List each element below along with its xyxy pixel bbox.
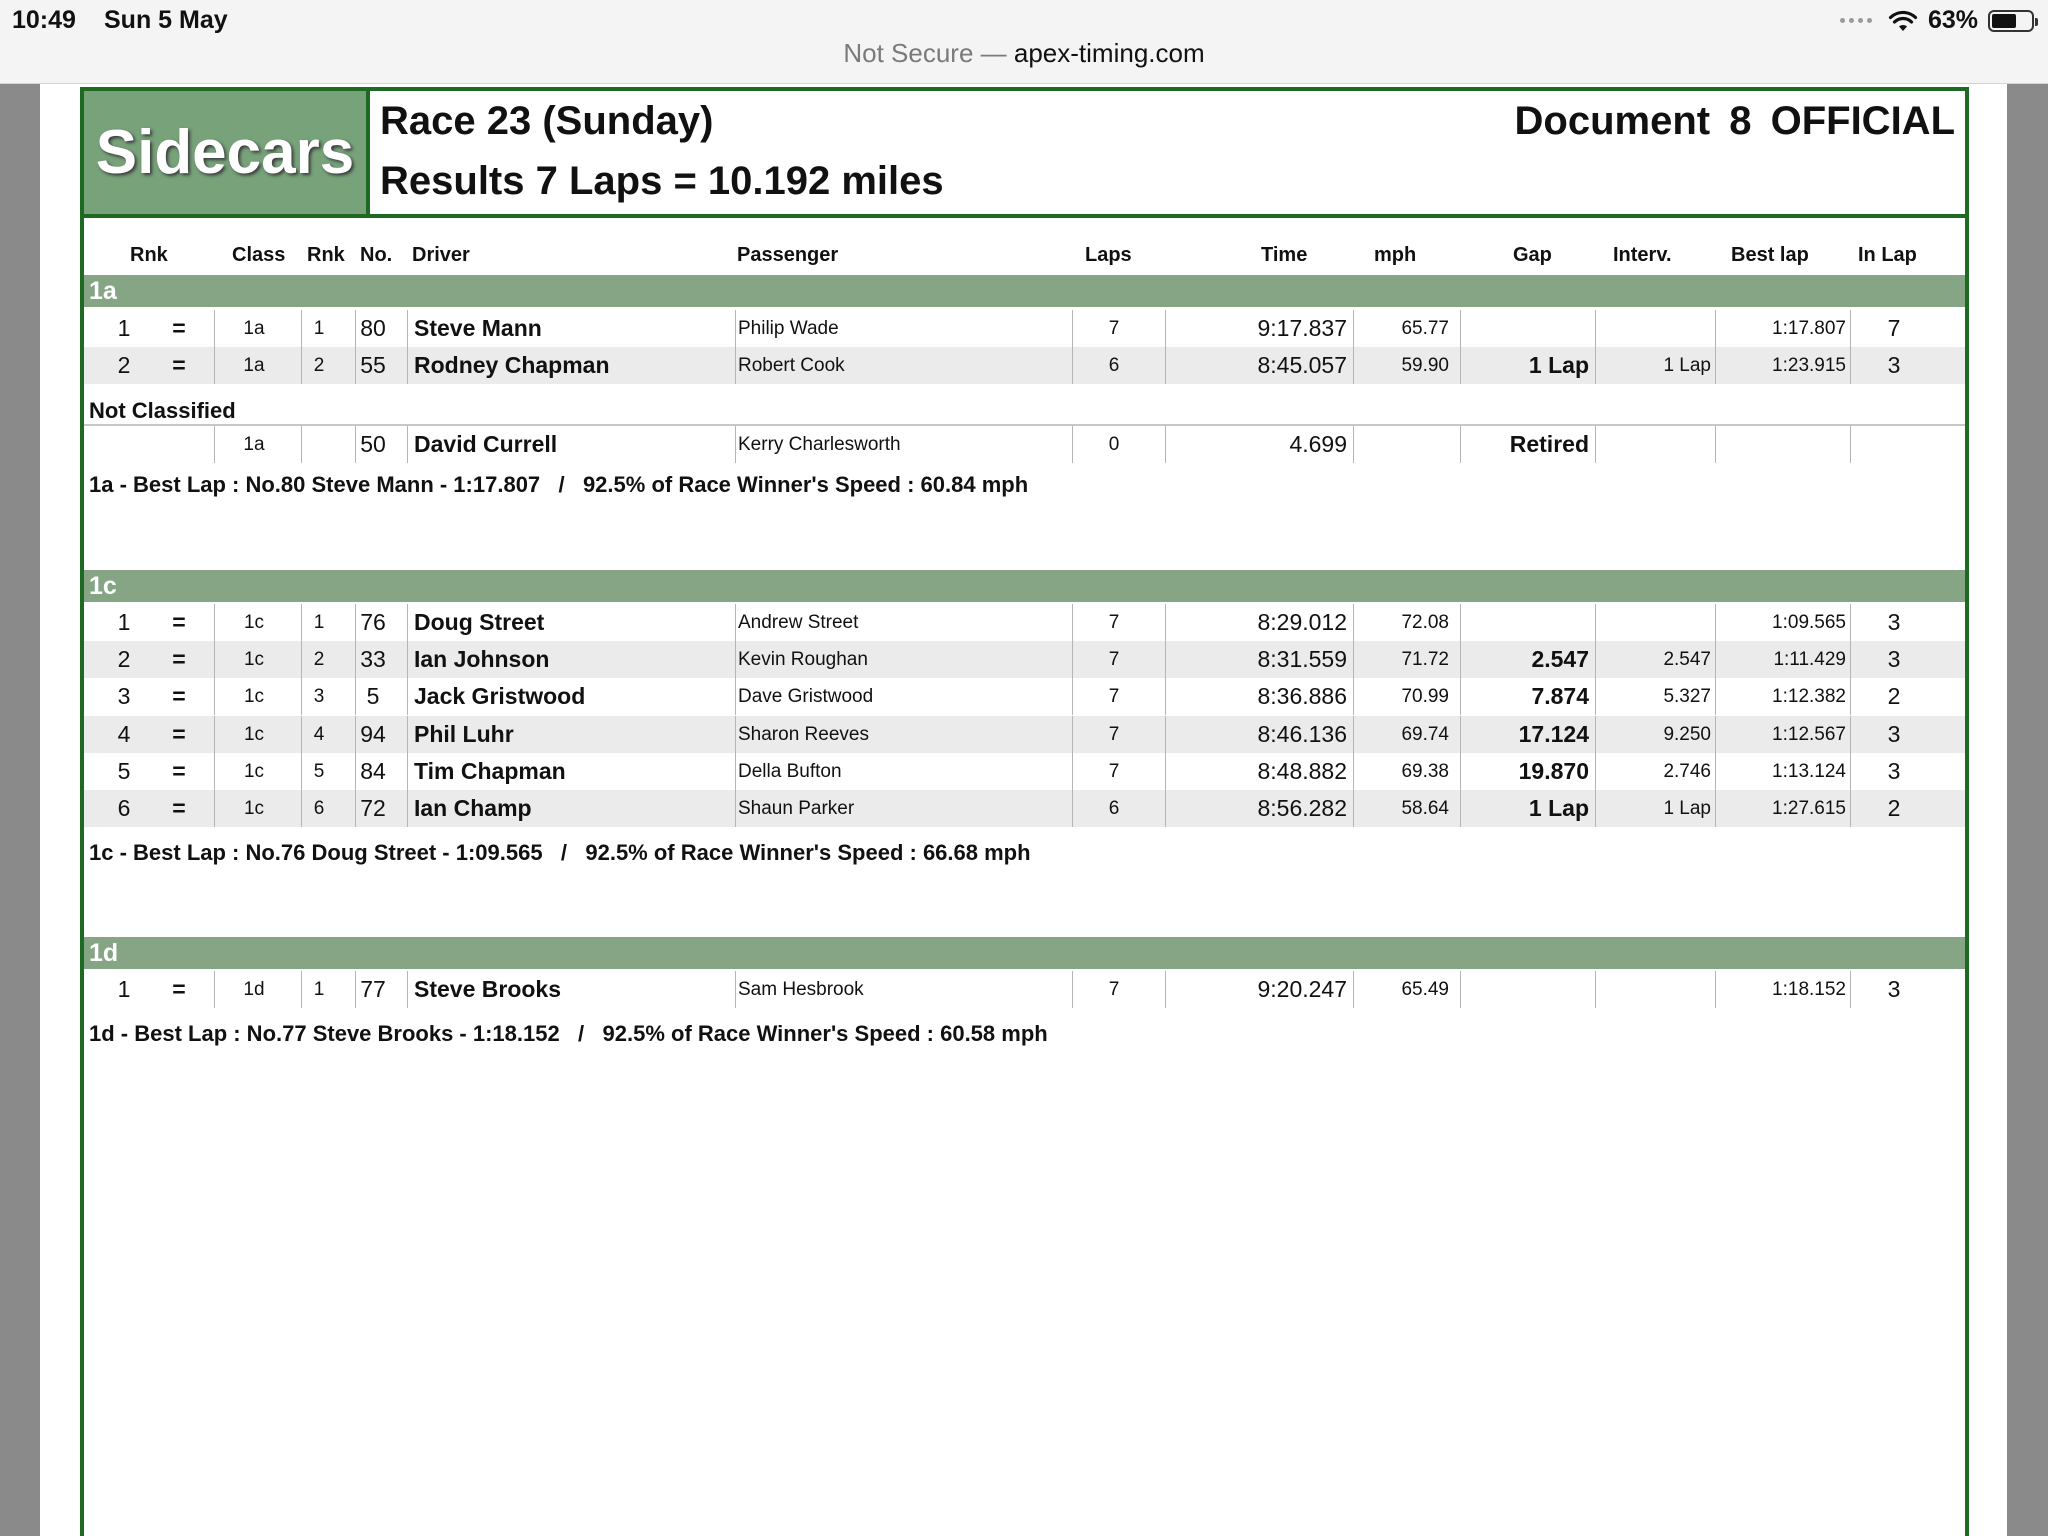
result-row: [84, 604, 1965, 641]
best-lap-cell: 1:23.915: [1772, 355, 1846, 376]
column-separator: [1850, 641, 1851, 678]
category-header-1c: 1c: [84, 570, 1965, 602]
position-change-cell: [159, 426, 199, 463]
logo-text: Sidecars: [95, 118, 355, 187]
column-separator: [1595, 971, 1596, 1008]
in-lap-cell: 7: [1887, 315, 1901, 341]
speed-mph-cell: 70.99: [1401, 686, 1449, 708]
column-separator: [407, 971, 408, 1008]
car-number-cell: 72: [360, 795, 386, 821]
column-separator: [214, 604, 215, 641]
col-header-time: Time: [1261, 244, 1308, 266]
column-separator: [1595, 678, 1596, 715]
gap-cell: 17.124: [1518, 720, 1589, 747]
interval-cell: 9.250: [1663, 723, 1711, 745]
col-header-driver: Driver: [412, 244, 470, 266]
column-separator: [407, 426, 408, 463]
summary-1a: 1a - Best Lap : No.80 Steve Mann - 1:17.807 / 92.5% of Race Winner's Speed : 60.84 mph: [89, 472, 1029, 497]
column-separator: [1850, 426, 1851, 463]
class-cell: 1c: [243, 612, 265, 633]
column-separator: [1850, 753, 1851, 790]
class-cell: 1c: [243, 798, 265, 819]
speed-mph-cell: 69.38: [1401, 760, 1449, 782]
col-header-rnk: Rnk: [130, 244, 168, 266]
overall-rank-cell: [104, 426, 144, 463]
battery-icon: [1988, 10, 2034, 32]
column-separator: [1715, 641, 1716, 678]
position-change-cell: =: [172, 315, 186, 341]
driver-name-cell: Jack Gristwood: [414, 683, 586, 710]
column-separator: [1850, 678, 1851, 715]
column-separator: [1072, 971, 1073, 1008]
interval-cell: [1599, 310, 1711, 347]
interval-cell: 2.547: [1663, 649, 1711, 671]
col-header-class: Class: [232, 244, 286, 266]
race-time-cell: 4.699: [1289, 431, 1347, 457]
column-separator: [214, 678, 215, 715]
column-separator: [407, 604, 408, 641]
race-time-cell: 9:17.837: [1257, 315, 1347, 341]
column-separator: [735, 790, 736, 827]
result-row: [84, 790, 1965, 827]
speed-mph-cell: [1354, 426, 1449, 463]
col-header-laps: Laps: [1085, 244, 1132, 266]
laps-cell: 7: [1108, 760, 1120, 782]
col-header-interval: Interv.: [1613, 244, 1672, 266]
laps-cell: 7: [1108, 318, 1120, 339]
in-lap-cell: 3: [1887, 757, 1901, 784]
class-rank-cell: 5: [313, 760, 325, 782]
in-lap-cell: 3: [1887, 609, 1901, 635]
column-separator: [1165, 678, 1166, 715]
race-time-cell: 8:36.886: [1257, 683, 1347, 710]
passenger-name-cell: Della Bufton: [738, 760, 842, 782]
car-number-cell: 55: [360, 352, 386, 378]
column-separator: [735, 971, 736, 1008]
column-separator: [1165, 716, 1166, 753]
overall-rank-cell: 5: [117, 757, 131, 784]
column-separator: [1165, 604, 1166, 641]
best-lap-cell: 1:13.124: [1772, 760, 1846, 782]
speed-mph-cell: 65.49: [1401, 979, 1449, 1000]
column-separator: [1715, 426, 1716, 463]
not-classified-heading: Not Classified: [89, 398, 236, 423]
car-number-cell: 5: [366, 683, 380, 710]
in-lap-cell: 2: [1887, 683, 1901, 710]
sidecars-logo: [84, 91, 370, 214]
class-rank-cell: 6: [313, 798, 325, 819]
column-separator: [1715, 971, 1716, 1008]
driver-name-cell: Doug Street: [414, 609, 545, 635]
car-number-cell: 80: [360, 315, 386, 341]
in-lap-cell: [1854, 426, 1934, 463]
column-separator: [214, 347, 215, 384]
col-header-gap: Gap: [1513, 244, 1552, 266]
column-separator: [735, 641, 736, 678]
summary-1c: 1c - Best Lap : No.76 Doug Street - 1:09.565 / 92.5% of Race Winner's Speed : 66.68 mph: [89, 840, 1031, 865]
laps-cell: 6: [1108, 798, 1120, 819]
overall-rank-cell: 2: [117, 646, 131, 673]
gap-cell: 1 Lap: [1528, 352, 1589, 378]
overall-rank-cell: 3: [117, 683, 131, 710]
driver-name-cell: Tim Chapman: [414, 757, 566, 784]
best-lap-cell: 1:12.382: [1772, 686, 1846, 708]
gap-cell: Retired: [1509, 431, 1589, 457]
column-separator: [735, 347, 736, 384]
column-separator: [214, 753, 215, 790]
status-time: 10:49: [12, 6, 76, 34]
passenger-name-cell: Shaun Parker: [738, 798, 855, 819]
race-time-cell: 8:45.057: [1257, 352, 1347, 378]
interval-cell: 1 Lap: [1663, 798, 1711, 819]
class-rank-cell: 1: [313, 979, 325, 1000]
column-separator: [1715, 753, 1716, 790]
laps-cell: 6: [1108, 355, 1120, 376]
overall-rank-cell: 6: [117, 795, 131, 821]
column-separator: [214, 641, 215, 678]
column-separator: [1595, 753, 1596, 790]
column-separator: [1165, 426, 1166, 463]
laps-cell: 7: [1108, 612, 1120, 633]
interval-cell: 2.746: [1663, 760, 1711, 782]
speed-mph-cell: 71.72: [1401, 649, 1449, 671]
best-lap-cell: [1719, 426, 1846, 463]
in-lap-cell: 3: [1887, 720, 1901, 747]
status-date: Sun 5 May: [104, 6, 228, 34]
column-separator: [1850, 604, 1851, 641]
column-separator: [1165, 347, 1166, 384]
in-lap-cell: 3: [1887, 352, 1901, 378]
gap-cell: [1459, 604, 1589, 641]
result-row: [84, 971, 1965, 1008]
category-header-1a: 1a: [84, 275, 1965, 307]
car-number-cell: 84: [360, 757, 386, 784]
speed-mph-cell: 65.77: [1401, 318, 1449, 339]
overall-rank-cell: 4: [117, 720, 131, 747]
class-cell: 1c: [243, 760, 265, 782]
overall-rank-cell: 2: [117, 352, 131, 378]
column-separator: [1072, 347, 1073, 384]
laps-cell: 7: [1108, 649, 1120, 671]
column-separator: [1715, 310, 1716, 347]
column-separator: [1595, 641, 1596, 678]
document-page: [40, 84, 2007, 1536]
column-separator: [214, 310, 215, 347]
column-separator: [1072, 678, 1073, 715]
class-cell: 1c: [243, 649, 265, 671]
column-separator: [1072, 790, 1073, 827]
race-time-cell: 8:29.012: [1257, 609, 1347, 635]
interval-cell: [1599, 604, 1711, 641]
column-separator: [1595, 347, 1596, 384]
class-cell: 1c: [243, 686, 265, 708]
col-header-class-rnk: Rnk: [307, 244, 345, 266]
driver-name-cell: Steve Brooks: [414, 976, 562, 1002]
class-rank-cell: 3: [313, 686, 325, 708]
race-time-cell: 8:31.559: [1257, 646, 1347, 673]
column-separator: [1850, 790, 1851, 827]
result-row: [84, 716, 1965, 753]
battery-percent: 63%: [1927, 6, 1978, 34]
class-rank-cell: 1: [313, 318, 325, 339]
gap-cell: 19.870: [1518, 757, 1589, 784]
column-separator: [1595, 426, 1596, 463]
column-separator: [1072, 641, 1073, 678]
in-lap-cell: 2: [1887, 795, 1901, 821]
class-rank-cell: 2: [313, 649, 325, 671]
column-separator: [1715, 604, 1716, 641]
laps-cell: 0: [1108, 434, 1120, 455]
class-rank-cell: 1: [313, 612, 325, 633]
column-separator: [1850, 716, 1851, 753]
column-separator: [1715, 716, 1716, 753]
driver-name-cell: Ian Johnson: [414, 646, 550, 673]
race-time-cell: 8:48.882: [1257, 757, 1347, 784]
driver-name-cell: Rodney Chapman: [414, 352, 610, 378]
column-separator: [407, 310, 408, 347]
car-number-cell: 77: [360, 976, 386, 1002]
not-classified-row: [84, 426, 1965, 463]
gap-cell: 2.547: [1531, 646, 1589, 673]
column-separator: [214, 716, 215, 753]
column-separator: [1165, 971, 1166, 1008]
race-time-cell: 8:46.136: [1257, 720, 1347, 747]
position-change-cell: =: [172, 757, 186, 784]
not-secure-label: Not Secure —: [843, 38, 1007, 68]
column-separator: [214, 971, 215, 1008]
in-lap-cell: 3: [1887, 646, 1901, 673]
overall-rank-cell: 1: [117, 976, 131, 1002]
speed-mph-cell: 59.90: [1401, 355, 1449, 376]
laps-cell: 7: [1108, 686, 1120, 708]
column-separator: [1850, 310, 1851, 347]
race-results-subtitle: Results 7 Laps = 10.192 miles: [380, 159, 944, 203]
passenger-name-cell: Philip Wade: [738, 318, 839, 339]
column-separator: [1072, 604, 1073, 641]
document-label: Document 8 OFFICIAL: [1514, 99, 1955, 143]
gap-cell: 7.874: [1531, 683, 1589, 710]
position-change-cell: =: [172, 720, 186, 747]
column-separator: [1165, 641, 1166, 678]
result-row: [84, 678, 1965, 715]
column-separator: [1165, 790, 1166, 827]
column-separator: [1595, 790, 1596, 827]
column-separator: [1715, 790, 1716, 827]
category-header-1d: 1d: [84, 937, 1965, 969]
passenger-name-cell: Sam Hesbrook: [738, 979, 864, 1000]
position-change-cell: =: [172, 646, 186, 673]
overall-rank-cell: 1: [117, 609, 131, 635]
best-lap-cell: 1:11.429: [1773, 649, 1846, 671]
car-number-cell: 50: [360, 431, 386, 457]
col-header-best-lap: Best lap: [1731, 244, 1809, 266]
column-separator: [1072, 753, 1073, 790]
column-separator: [1595, 310, 1596, 347]
class-cell: 1d: [243, 979, 265, 1000]
column-separator: [1715, 678, 1716, 715]
speed-mph-cell: 72.08: [1401, 612, 1449, 633]
interval-cell: 1 Lap: [1663, 355, 1711, 376]
results-frame: [80, 87, 1969, 1536]
best-lap-cell: 1:18.152: [1772, 979, 1846, 1000]
column-separator: [735, 426, 736, 463]
summary-1d: 1d - Best Lap : No.77 Steve Brooks - 1:18.152 / 92.5% of Race Winner's Speed : 60.58 mph: [89, 1021, 1048, 1046]
class-cell: 1c: [243, 723, 265, 745]
passenger-name-cell: Dave Gristwood: [738, 686, 874, 708]
column-separator: [1595, 716, 1596, 753]
result-row: [84, 753, 1965, 790]
class-rank-cell: 2: [313, 355, 325, 376]
signal-dots-icon: [1840, 18, 1872, 23]
column-separator: [735, 716, 736, 753]
column-separator: [407, 753, 408, 790]
class-rank-cell: [294, 426, 344, 463]
driver-name-cell: Ian Champ: [414, 795, 532, 821]
race-time-cell: 9:20.247: [1257, 976, 1347, 1002]
driver-name-cell: Phil Luhr: [414, 720, 514, 747]
column-separator: [1850, 347, 1851, 384]
car-number-cell: 94: [360, 720, 386, 747]
column-separator: [407, 716, 408, 753]
column-separator: [735, 604, 736, 641]
passenger-name-cell: Kerry Charlesworth: [738, 434, 901, 455]
column-separator: [1072, 310, 1073, 347]
driver-name-cell: Steve Mann: [414, 315, 542, 341]
result-row: [84, 347, 1965, 384]
column-separator: [1165, 310, 1166, 347]
best-lap-cell: 1:09.565: [1772, 612, 1846, 633]
result-row: [84, 310, 1965, 347]
results-header: [84, 91, 1965, 218]
column-separator: [1072, 426, 1073, 463]
speed-mph-cell: 69.74: [1401, 723, 1449, 745]
col-header-no: No.: [360, 244, 393, 266]
laps-cell: 7: [1108, 979, 1120, 1000]
status-indicators: [1840, 6, 2034, 35]
class-cell: 1a: [243, 318, 265, 339]
column-separator: [214, 426, 215, 463]
best-lap-cell: 1:27.615: [1772, 798, 1846, 819]
column-separator: [214, 790, 215, 827]
col-header-mph: mph: [1374, 244, 1417, 266]
class-cell: 1a: [243, 434, 265, 455]
column-separator: [735, 753, 736, 790]
laps-cell: 7: [1108, 723, 1120, 745]
gap-cell: 1 Lap: [1528, 795, 1589, 821]
position-change-cell: =: [172, 352, 186, 378]
column-separator: [1595, 604, 1596, 641]
column-separator: [1715, 347, 1716, 384]
passenger-name-cell: Kevin Roughan: [738, 649, 868, 671]
passenger-name-cell: Robert Cook: [738, 355, 845, 376]
driver-name-cell: David Currell: [414, 431, 558, 457]
column-separator: [1850, 971, 1851, 1008]
result-row: [84, 641, 1965, 678]
passenger-name-cell: Sharon Reeves: [738, 723, 869, 745]
overall-rank-cell: 1: [117, 315, 131, 341]
column-separator: [735, 310, 736, 347]
interval-cell: 5.327: [1663, 686, 1711, 708]
best-lap-cell: 1:12.567: [1772, 723, 1846, 745]
race-time-cell: 8:56.282: [1257, 795, 1347, 821]
position-change-cell: =: [172, 683, 186, 710]
column-separator: [1165, 753, 1166, 790]
class-rank-cell: 4: [313, 723, 325, 745]
site-host: apex-timing.com: [1013, 38, 1205, 68]
class-cell: 1a: [243, 355, 265, 376]
wifi-icon: [1888, 9, 1918, 33]
position-change-cell: =: [172, 976, 186, 1002]
column-separator: [1072, 716, 1073, 753]
browser-top-bar: [0, 0, 2048, 84]
col-header-passenger: Passenger: [737, 244, 839, 266]
car-number-cell: 76: [360, 609, 386, 635]
column-separator: [407, 347, 408, 384]
column-separator: [735, 678, 736, 715]
col-header-in-lap: In Lap: [1858, 244, 1917, 266]
gap-cell: [1459, 310, 1589, 347]
interval-cell: [1599, 971, 1711, 1008]
battery-level: [1992, 14, 2016, 28]
column-separator: [407, 641, 408, 678]
race-title: Race 23 (Sunday): [380, 99, 714, 143]
car-number-cell: 33: [360, 646, 386, 673]
speed-mph-cell: 58.64: [1401, 798, 1449, 819]
address-bar[interactable]: [0, 38, 2048, 69]
in-lap-cell: 3: [1887, 976, 1901, 1002]
interval-cell: [1599, 426, 1711, 463]
column-separator: [407, 678, 408, 715]
position-change-cell: =: [172, 609, 186, 635]
passenger-name-cell: Andrew Street: [738, 612, 859, 633]
best-lap-cell: 1:17.807: [1772, 318, 1846, 339]
column-separator: [407, 790, 408, 827]
position-change-cell: =: [172, 795, 186, 821]
gap-cell: [1459, 971, 1589, 1008]
